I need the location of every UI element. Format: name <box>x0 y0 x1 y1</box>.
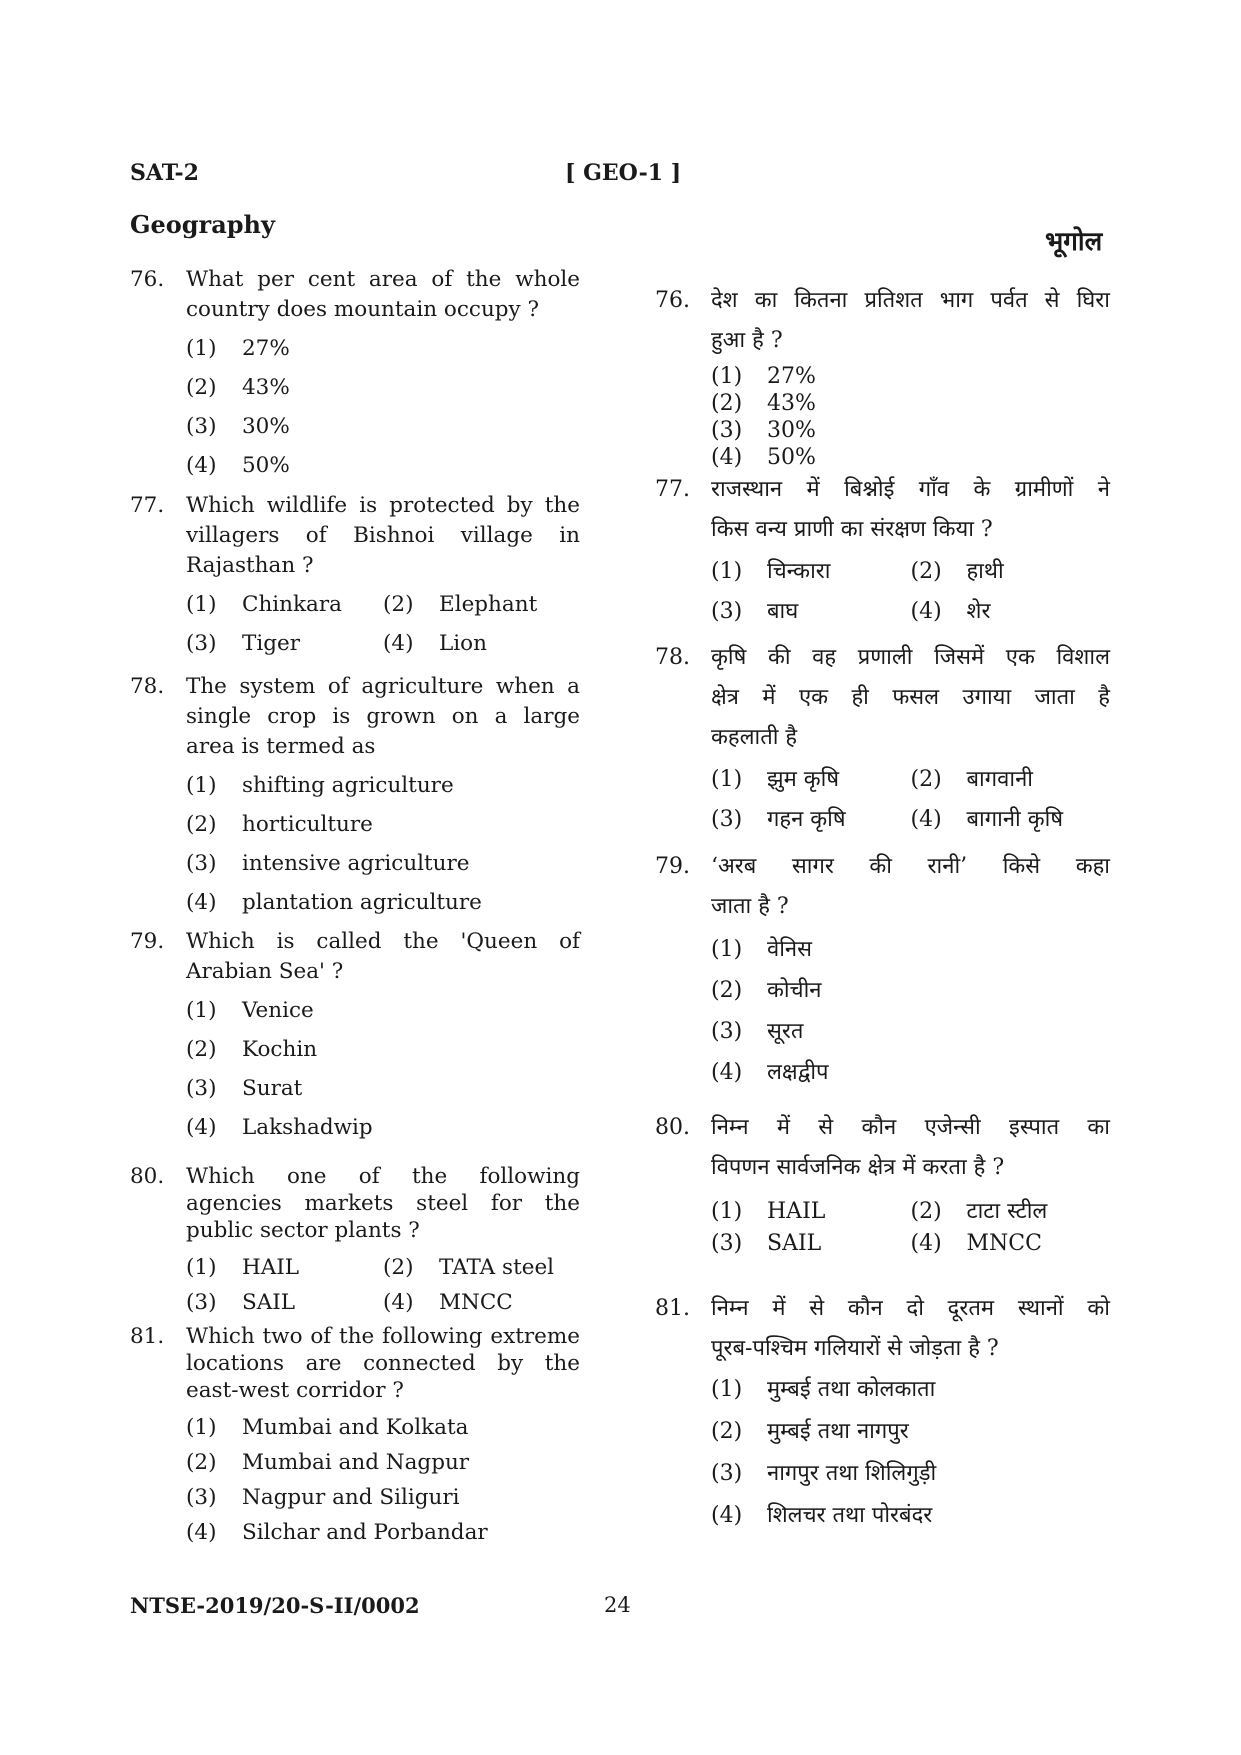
option-1 <box>711 760 911 800</box>
text: जाता है ? <box>711 894 789 919</box>
text: शिलचर तथा पोरबंदर <box>767 1503 933 1528</box>
option-1 <box>186 1410 580 1445</box>
question-77-hindi <box>655 470 1110 632</box>
text: (2) <box>711 391 743 416</box>
text: agencies markets steel for the <box>186 1191 580 1216</box>
text: (3) <box>186 414 217 439</box>
text: SAIL <box>242 1290 296 1315</box>
question-text <box>186 265 580 325</box>
text: राजस्थान में बिश्नोई गाँव के ग्रामीणों ने <box>711 477 1110 502</box>
option-3 <box>186 624 383 663</box>
text: (2) <box>910 559 942 584</box>
question-text <box>186 927 580 987</box>
text: MNCC <box>966 1231 1042 1256</box>
option-4 <box>186 1108 580 1147</box>
text: Silchar and Porbandar <box>242 1520 488 1545</box>
text: (3) <box>186 851 217 876</box>
text: (1) <box>186 592 217 617</box>
text: हाथी <box>966 559 1004 584</box>
text: MNCC <box>439 1290 513 1315</box>
text: Which is called the 'Queen of <box>186 929 580 954</box>
option-1 <box>711 552 911 592</box>
text: (2) <box>910 1199 942 1224</box>
question-78-english <box>130 672 580 922</box>
text: Kochin <box>242 1037 318 1062</box>
text: किस वन्य प्राणी का संरक्षण किया ? <box>711 517 993 542</box>
text: Nagpur and Siliguri <box>242 1485 460 1510</box>
text: निम्न में से कौन दो दूरतम स्थानों को <box>711 1296 1110 1321</box>
text: (1) <box>711 364 743 389</box>
text: (4) <box>711 445 743 470</box>
text: single crop is grown on a large <box>186 704 580 729</box>
question-81-hindi <box>655 1289 1110 1537</box>
option-2 <box>383 585 580 624</box>
option-3 <box>711 592 911 632</box>
text: shifting agriculture <box>242 773 454 798</box>
option-4 <box>911 1228 1111 1260</box>
text: नागपुर तथा शिलिगुड़ी <box>767 1461 937 1486</box>
text: वेनिस <box>767 937 813 962</box>
text: Mumbai and Nagpur <box>242 1450 470 1475</box>
question-number: 80. <box>655 1115 690 1140</box>
text: (1) <box>186 1415 217 1440</box>
text: (3) <box>186 631 217 656</box>
text: (1) <box>711 1199 743 1224</box>
text: 50% <box>767 445 816 470</box>
text: कोचीन <box>767 978 822 1003</box>
text: विपणन सार्वजनिक क्षेत्र में करता है ? <box>711 1155 1005 1180</box>
text: (3) <box>711 418 743 443</box>
option-4 <box>711 1052 1110 1093</box>
subject-title-hindi: भूगोल <box>1045 227 1103 257</box>
option-2 <box>711 1411 1110 1453</box>
option-3 <box>711 417 1110 444</box>
text: टाटा स्टील <box>966 1199 1048 1224</box>
option-2 <box>711 970 1110 1011</box>
exam-code: SAT-2 <box>130 160 199 186</box>
text: (1) <box>186 773 217 798</box>
text: Which two of the following extreme <box>186 1324 580 1349</box>
text: बागवानी <box>966 767 1033 792</box>
option-1 <box>186 329 580 368</box>
question-number: 77. <box>655 477 690 502</box>
text: 27% <box>767 364 816 389</box>
question-79-english <box>130 927 580 1147</box>
text: देश का कितना प्रतिशत भाग पर्वत से घिरा <box>711 288 1110 313</box>
text: (2) <box>711 978 743 1003</box>
option-3 <box>186 407 580 446</box>
question-76-hindi <box>655 281 1110 471</box>
text: country does mountain occupy ? <box>186 297 540 322</box>
text: (3) <box>711 807 743 832</box>
text: (1) <box>186 998 217 1023</box>
text: मुम्बई तथा नागपुर <box>767 1419 909 1444</box>
text: शेर <box>966 599 991 624</box>
text: 43% <box>767 391 816 416</box>
option-3 <box>186 1069 580 1108</box>
option-4 <box>186 1515 580 1550</box>
question-80-hindi <box>655 1108 1110 1260</box>
section-code: [ GEO-1 ] <box>565 160 682 186</box>
page-number: 24 <box>604 1593 631 1617</box>
option-1 <box>186 766 580 805</box>
text: 30% <box>767 418 816 443</box>
question-number: 76. <box>130 267 165 292</box>
question-text <box>186 672 580 762</box>
question-number: 81. <box>655 1296 690 1321</box>
question-text <box>711 281 1110 361</box>
question-number: 81. <box>130 1324 165 1349</box>
text: क्षेत्र में एक ही फसल उगाया जाता है <box>711 685 1110 710</box>
text: locations are connected by the <box>186 1351 580 1376</box>
text: कहलाती है <box>711 725 798 750</box>
text: (1) <box>711 767 743 792</box>
option-3 <box>711 800 911 840</box>
text: (2) <box>383 592 414 617</box>
question-text <box>186 1163 580 1244</box>
question-number: 78. <box>655 645 690 670</box>
option-3 <box>711 1453 1110 1495</box>
text: (3) <box>186 1485 217 1510</box>
text: public sector plants ? <box>186 1218 420 1243</box>
question-text <box>711 1108 1110 1188</box>
question-78-hindi <box>655 638 1110 840</box>
option-4 <box>383 624 580 663</box>
text: (4) <box>383 1290 414 1315</box>
question-number: 79. <box>130 929 165 954</box>
text: (2) <box>910 767 942 792</box>
text: (4) <box>910 599 942 624</box>
text: TATA steel <box>439 1255 555 1280</box>
question-text <box>711 1289 1110 1369</box>
text: (3) <box>711 1461 743 1486</box>
text: intensive agriculture <box>242 851 470 876</box>
text: (1) <box>711 1377 743 1402</box>
question-number: 80. <box>130 1164 165 1189</box>
option-4 <box>186 883 580 922</box>
text: हुआ है ? <box>711 328 783 353</box>
question-number: 76. <box>655 288 690 313</box>
text: (4) <box>711 1060 743 1085</box>
option-2 <box>911 760 1111 800</box>
text: Which one of the following <box>186 1164 580 1189</box>
text: 27% <box>242 336 290 361</box>
text: (4) <box>186 1520 217 1545</box>
text: (1) <box>186 1255 217 1280</box>
text: निम्न में से कौन एजेन्सी इस्पात का <box>711 1115 1110 1140</box>
option-1 <box>186 585 383 624</box>
text: पूरब-पश्चिम गलियारों से जोड़ता है ? <box>711 1336 999 1361</box>
text: मुम्बई तथा कोलकाता <box>767 1377 936 1402</box>
question-number: 79. <box>655 854 690 879</box>
text: (1) <box>711 937 743 962</box>
text: (4) <box>186 890 217 915</box>
option-2 <box>711 390 1110 417</box>
text: (2) <box>383 1255 414 1280</box>
text: (4) <box>186 1115 217 1140</box>
option-1 <box>186 991 580 1030</box>
paper-code-footer: NTSE-2019/20-S-II/0002 <box>130 1593 420 1618</box>
text: गहन कृषि <box>767 807 846 832</box>
text: (4) <box>383 631 414 656</box>
text: (2) <box>186 1450 217 1475</box>
text: Which wildlife is protected by the <box>186 493 580 518</box>
text: लक्षद्वीप <box>767 1060 829 1085</box>
option-3 <box>186 1285 383 1320</box>
option-2 <box>911 1196 1111 1228</box>
question-text <box>711 847 1110 927</box>
question-76-english <box>130 265 580 485</box>
text: (3) <box>186 1290 217 1315</box>
text: 50% <box>242 453 290 478</box>
text: कृषि की वह प्रणाली जिसमें एक विशाल <box>711 645 1110 670</box>
text: Tiger <box>242 631 300 656</box>
option-4 <box>711 444 1110 471</box>
text: ‘अरब सागर की रानी’ किसे कहा <box>711 854 1110 879</box>
option-2 <box>186 368 580 407</box>
option-3 <box>711 1011 1110 1052</box>
option-1 <box>711 929 1110 970</box>
subject-title-english: Geography <box>130 210 275 239</box>
option-4 <box>911 800 1111 840</box>
text: (1) <box>711 559 743 584</box>
text: Rajasthan ? <box>186 553 314 578</box>
text: (2) <box>186 812 217 837</box>
option-4 <box>911 592 1111 632</box>
text: Mumbai and Kolkata <box>242 1415 469 1440</box>
text: चिन्कारा <box>767 559 831 584</box>
question-text <box>711 470 1110 550</box>
question-text <box>711 638 1110 758</box>
text: HAIL <box>242 1255 300 1280</box>
text: Venice <box>242 998 314 1023</box>
text: east-west corridor ? <box>186 1378 404 1403</box>
text: (4) <box>910 1231 942 1256</box>
question-80-english <box>130 1163 580 1320</box>
option-1 <box>711 363 1110 390</box>
option-2 <box>911 552 1111 592</box>
text: (3) <box>711 1231 743 1256</box>
text: (1) <box>186 336 217 361</box>
text: 43% <box>242 375 290 400</box>
option-2 <box>186 805 580 844</box>
text: Elephant <box>439 592 538 617</box>
question-number: 77. <box>130 493 165 518</box>
option-1 <box>186 1250 383 1285</box>
text: 30% <box>242 414 290 439</box>
text: What per cent area of the whole <box>186 267 580 292</box>
text: (4) <box>910 807 942 832</box>
question-79-hindi <box>655 847 1110 1093</box>
text: Surat <box>242 1076 303 1101</box>
text: Lakshadwip <box>242 1115 373 1140</box>
text: बागानी कृषि <box>966 807 1064 832</box>
text: area is termed as <box>186 734 376 759</box>
question-number: 78. <box>130 674 165 699</box>
question-text <box>186 1323 580 1404</box>
option-1 <box>711 1369 1110 1411</box>
text: (2) <box>711 1419 743 1444</box>
option-3 <box>186 1480 580 1515</box>
text: (3) <box>711 1019 743 1044</box>
text: Arabian Sea' ? <box>186 959 344 984</box>
text: सूरत <box>767 1019 804 1044</box>
text: (4) <box>186 453 217 478</box>
question-81-english <box>130 1323 580 1550</box>
option-4 <box>186 446 580 485</box>
option-3 <box>711 1228 911 1260</box>
question-77-english <box>130 491 580 663</box>
text: SAIL <box>767 1231 822 1256</box>
text: Lion <box>439 631 487 656</box>
text: (4) <box>711 1503 743 1528</box>
option-4 <box>383 1285 580 1320</box>
text: (2) <box>186 375 217 400</box>
text: (3) <box>711 599 743 624</box>
question-text <box>186 491 580 581</box>
text: HAIL <box>767 1199 826 1224</box>
option-2 <box>186 1030 580 1069</box>
option-3 <box>186 844 580 883</box>
text: villagers of Bishnoi village in <box>186 523 580 548</box>
text: The system of agriculture when a <box>186 674 580 699</box>
text: बाघ <box>767 599 799 624</box>
option-4 <box>711 1495 1110 1537</box>
text: (3) <box>186 1076 217 1101</box>
option-1 <box>711 1196 911 1228</box>
option-2 <box>186 1445 580 1480</box>
text: horticulture <box>242 812 373 837</box>
text: (2) <box>186 1037 217 1062</box>
text: झुम कृषि <box>767 767 840 792</box>
text: plantation agriculture <box>242 890 482 915</box>
option-2 <box>383 1250 580 1285</box>
text: Chinkara <box>242 592 342 617</box>
